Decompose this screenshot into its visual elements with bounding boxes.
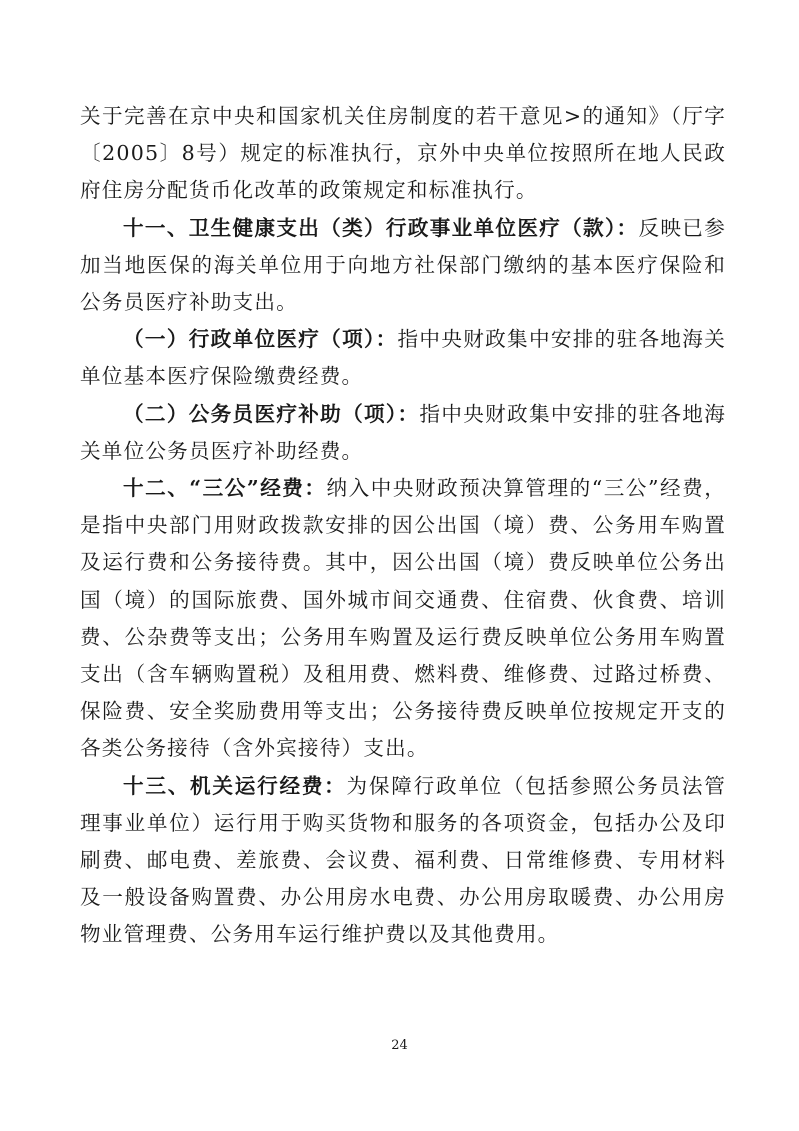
- document-body: [80, 98, 726, 954]
- section-heading: 十三、机关运行经费：: [123, 773, 347, 798]
- paragraph-text: 为保障行政单位（包括参照公务员法管理事业单位）运行用于购买货物和服务的各项资金，包括办公及印刷费、邮电费、差旅费、会议费、福利费、日常维修费、专用材料及一般设备购置费、办公用房水电费、办公用房取暖费、办公用房物业管理费、公务用车运行维护费以及其他费用。: [80, 773, 727, 947]
- section-heading: 十一、卫生健康支出（类）行政事业单位医疗（款）：: [123, 215, 639, 240]
- paragraph-section-13: [80, 768, 726, 954]
- paragraph-text: 指中央财政集中安排的驻各地海关单位公务员医疗补助经费。: [80, 401, 726, 463]
- section-heading: 十二、“三公”经费：: [123, 476, 327, 501]
- paragraph-subsection-11-2: [80, 396, 726, 470]
- page-number: 24: [391, 1038, 408, 1053]
- paragraph-text: 纳入中央财政预决算管理的“三公”经费，是指中央部门用财政拨款安排的因公出国（境）费、公务用车购置及运行费和公务接待费。其中，因公出国（境）费反映单位公务出国（境）的国际旅费、国外城市间交通费、住宿费、伙食费、培训费、公杂费等支出；公务用车购置及运行费反映单位公务用车购置支出（含车辆购置税）及租用费、燃料费、维修费、过路过桥费、保险费、安全奖励费用等支出；公务接待费反映单位按规定开支的各类公务接待（含外宾接待）支出。: [80, 476, 726, 761]
- paragraph-text: 关于完善在京中央和国家机关住房制度的若干意见>的通知》（厅字〔2005〕8号）规定的标准执行，京外中央单位按照所在地人民政府住房分配货币化改革的政策规定和标准执行。: [80, 104, 726, 203]
- paragraph-text: 指中央财政集中安排的驻各地海关单位基本医疗保险缴费经费。: [80, 327, 726, 389]
- paragraph-text: 反映已参加当地医保的海关单位用于向地方社保部门缴纳的基本医疗保险和公务员医疗补助支出。: [80, 215, 726, 315]
- paragraph-housing-continuation: [80, 98, 726, 210]
- section-heading: （一）行政单位医疗（项）：: [123, 327, 398, 352]
- paragraph-subsection-11-1: [80, 321, 726, 395]
- paragraph-section-12: [80, 470, 726, 768]
- section-heading: （二）公务员医疗补助（项）：: [123, 401, 420, 426]
- paragraph-section-11: [80, 210, 726, 322]
